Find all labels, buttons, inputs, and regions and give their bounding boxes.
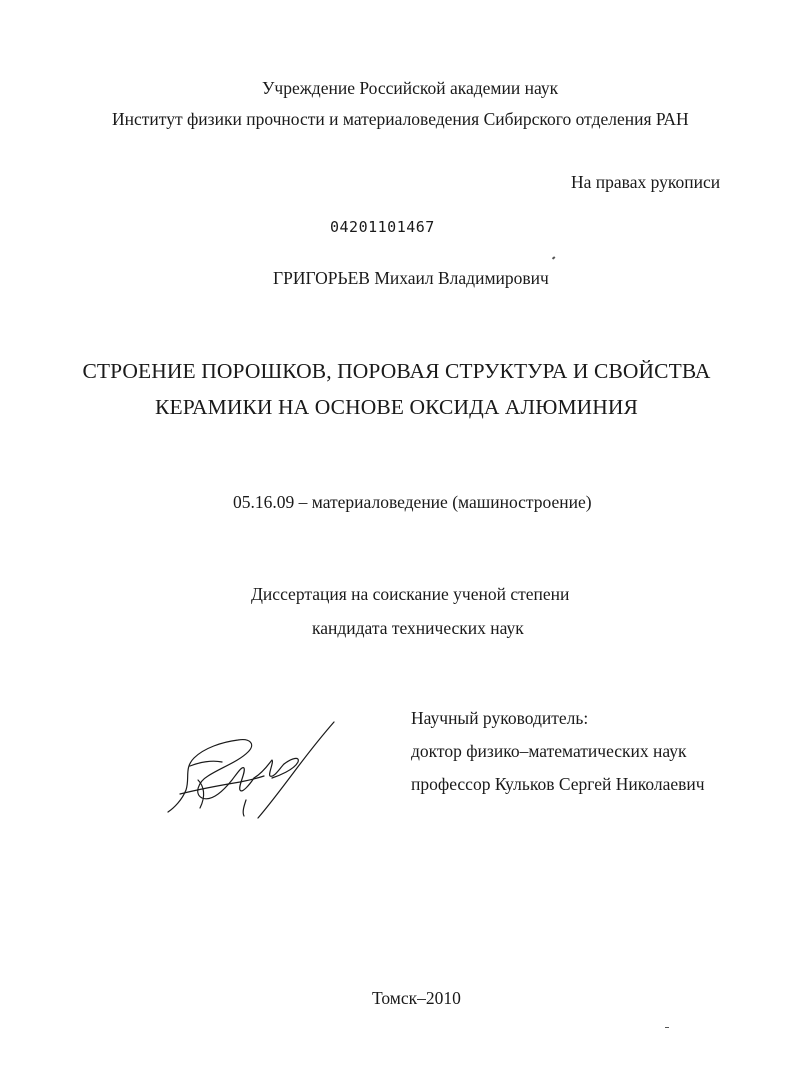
- ink-speck: [552, 256, 555, 259]
- institution-line-2: Институт физики прочности и материаловедения Сибирского отделения РАН: [112, 109, 689, 129]
- signature-icon: [160, 716, 340, 826]
- author-name: ГРИГОРЬЕВ Михаил Владимирович: [273, 268, 549, 288]
- institution-line-1: Учреждение Российской академии наук: [262, 78, 559, 98]
- manuscript-note: На правах рукописи: [571, 172, 721, 192]
- degree-line-2: кандидата технических наук: [312, 618, 524, 638]
- city-year: Томск–2010: [372, 988, 461, 1008]
- degree-line-1: Диссертация на соискание ученой степени: [251, 584, 570, 604]
- specialty-code: 05.16.09 – материаловедение (машиностроение): [233, 492, 592, 512]
- page-speck: [665, 1027, 669, 1028]
- supervisor-name: профессор Кульков Сергей Николаевич: [411, 774, 705, 794]
- dissertation-title-line-1: СТРОЕНИЕ ПОРОШКОВ, ПОРОВАЯ СТРУКТУРА И СВОЙСТВА: [82, 359, 711, 383]
- registry-number: 04201101467: [330, 218, 435, 236]
- dissertation-title-line-2: КЕРАМИКИ НА ОСНОВЕ ОКСИДА АЛЮМИНИЯ: [155, 395, 638, 419]
- supervisor-label: Научный руководитель:: [411, 708, 589, 728]
- supervisor-degree: доктор физико–математических наук: [411, 741, 687, 761]
